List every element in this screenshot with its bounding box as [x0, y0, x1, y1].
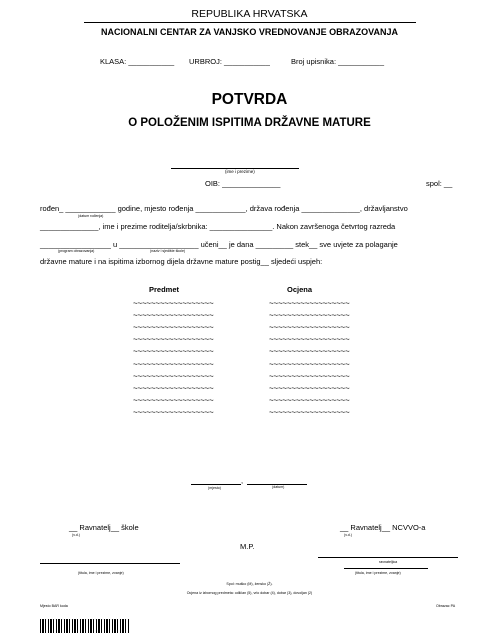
place-line [191, 484, 241, 485]
place-date-separator: , [241, 476, 244, 485]
result-subject-10: ~~~~~~~~~~~~~~~~~~ [133, 408, 214, 417]
left-signature-caption: (titula, ime i prezime, zvanje) [78, 571, 124, 575]
result-grade-3: ~~~~~~~~~~~~~~~~~~ [269, 323, 350, 332]
barcode-place-label: Mjesto BAR koda [40, 604, 68, 608]
republic-title: REPUBLIKA HRVATSKA [191, 8, 308, 20]
result-subject-9: ~~~~~~~~~~~~~~~~~~ [133, 396, 214, 405]
institution-name: NACIONALNI CENTAR ZA VANJSKO VREDNOVANJE OBRAZOVANJA [100, 27, 399, 37]
body-line-1: rođen_ ____________ godine, mjesto rođenja ____________, država rođenja ______________, državljanstvo [40, 204, 408, 213]
klasa-field: KLASA: ___________ [100, 57, 175, 66]
result-grade-2: ~~~~~~~~~~~~~~~~~~ [269, 311, 350, 320]
grade-column-header: Ocjena [287, 285, 313, 294]
birthdate-caption: (datum rođenja) [78, 214, 104, 218]
broj-upisnika-field: Broj upisnika: ___________ [291, 57, 384, 66]
right-signature-underline [344, 568, 428, 569]
name-caption: (ime i prezime) [225, 169, 255, 174]
program-caption: (program obrazovanja) [58, 249, 95, 253]
oib-field: OIB: ______________ [205, 179, 281, 188]
body-line-3: _________________ u ___________________ učeni__ je dana _________ stek__ sve uvjete za polaganje [40, 240, 398, 249]
footnote-grades: Ocjena iz izbornog predmeta: odličan (5), vrlo dobar (4), dobar (3), dovoljan (2) [186, 591, 313, 595]
footnote-gender: Spol: muško (M), žensko (Ž). [226, 582, 273, 586]
result-subject-7: ~~~~~~~~~~~~~~~~~~ [133, 372, 214, 381]
result-grade-10: ~~~~~~~~~~~~~~~~~~ [269, 408, 350, 417]
school-principal-title: __ Ravnatelj__ škole [69, 523, 139, 532]
result-subject-6: ~~~~~~~~~~~~~~~~~~ [133, 360, 214, 369]
result-grade-5: ~~~~~~~~~~~~~~~~~~ [269, 347, 350, 356]
result-grade-1: ~~~~~~~~~~~~~~~~~~ [269, 299, 350, 308]
school-principal-vd: (v.d.) [72, 533, 80, 537]
result-grade-6: ~~~~~~~~~~~~~~~~~~ [269, 360, 350, 369]
header-rule [84, 22, 416, 23]
ncvvo-principal-title: __ Ravnatelj__ NCVVO-a [340, 523, 426, 532]
result-subject-1: ~~~~~~~~~~~~~~~~~~ [133, 299, 214, 308]
subject-column-header: Predmet [149, 285, 180, 294]
result-subject-4: ~~~~~~~~~~~~~~~~~~ [133, 335, 214, 344]
document-subtitle: O POLOŽENIM ISPITIMA DRŽAVNE MATURE [128, 117, 371, 129]
right-signature-caption: (titula, ime i prezime, zvanje) [355, 571, 401, 575]
right-signature-line [318, 557, 458, 558]
ncvvo-principal-vd: (v.d.) [344, 533, 352, 537]
left-signature-line [40, 563, 180, 564]
urbroj-field: URBROJ: ___________ [189, 57, 270, 66]
result-grade-9: ~~~~~~~~~~~~~~~~~~ [269, 396, 350, 405]
barcode-image [40, 619, 130, 633]
date-caption: (datum) [272, 485, 285, 489]
result-subject-5: ~~~~~~~~~~~~~~~~~~ [133, 347, 214, 356]
right-signature-subtitle: ravnateljica [379, 560, 398, 564]
place-caption: (mjesto) [208, 486, 221, 490]
form-code: Obrazac PA [436, 604, 456, 608]
result-subject-2: ~~~~~~~~~~~~~~~~~~ [133, 311, 214, 320]
result-grade-7: ~~~~~~~~~~~~~~~~~~ [269, 372, 350, 381]
spol-field: spol: __ [426, 179, 453, 188]
result-grade-4: ~~~~~~~~~~~~~~~~~~ [269, 335, 350, 344]
school-caption: (naziv i sjedište škole) [150, 249, 186, 253]
result-grade-8: ~~~~~~~~~~~~~~~~~~ [269, 384, 350, 393]
body-line-2: ______________, ime i prezime roditelja/skrbnika: _______________. Nakon završenoga četvrtog razreda [40, 222, 396, 231]
result-subject-3: ~~~~~~~~~~~~~~~~~~ [133, 323, 214, 332]
stamp-placeholder: M.P. [240, 542, 255, 551]
result-subject-8: ~~~~~~~~~~~~~~~~~~ [133, 384, 214, 393]
body-line-4: državne mature i na ispitima izbornog dijela državne mature postig__ sljedeći uspjeh: [40, 257, 323, 266]
document-title: POTVRDA [211, 91, 288, 108]
